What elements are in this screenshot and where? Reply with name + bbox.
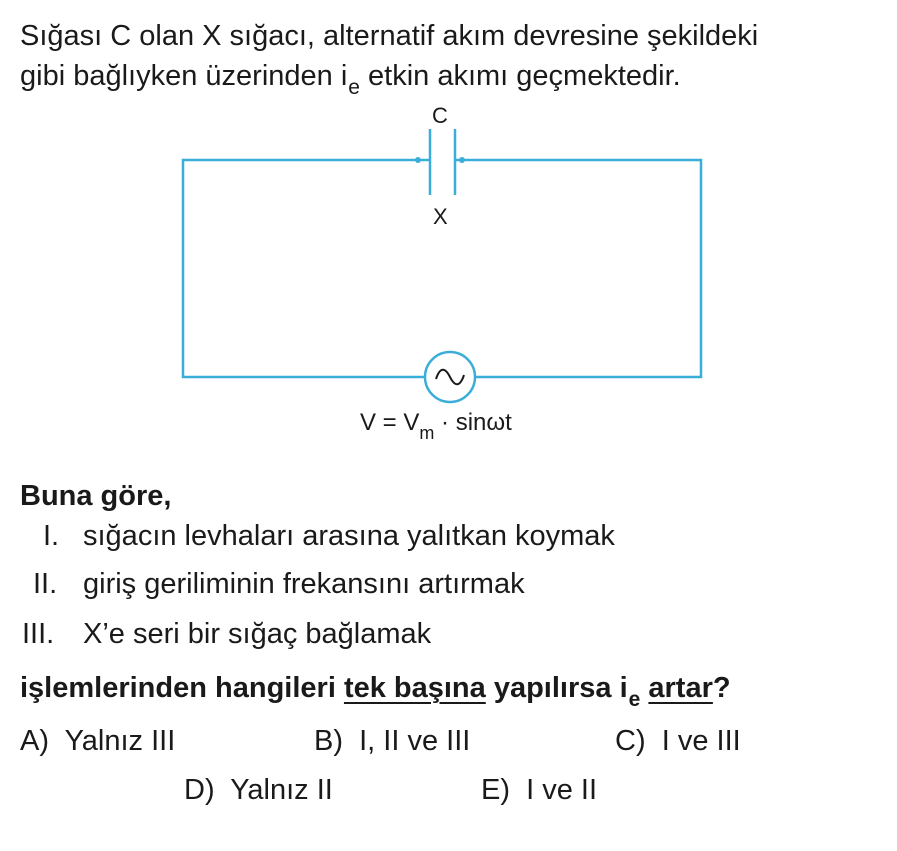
voltage-suffix: · sinωt	[434, 409, 512, 436]
intro-text-b: etkin akımı geçmektedir.	[359, 60, 681, 92]
question	[20, 672, 731, 711]
option-a[interactable]	[20, 725, 175, 758]
statement-1-text: sığacın levhaları arasına yalıtkan koymak	[83, 520, 615, 552]
question-emphasis-increase: artar	[648, 672, 713, 704]
question-mark: ?	[712, 672, 731, 704]
capacitor-name: X	[433, 204, 448, 229]
question-part-1: işlemlerinden hangileri	[20, 672, 344, 704]
option-c-text: I ve III	[661, 725, 741, 757]
prompt: Buna göre,	[20, 480, 172, 512]
intro-line-1: Sığası C olan X sığacı, alternatif akım devresine şekildeki	[20, 20, 759, 52]
voltage-prefix: V = V	[360, 409, 420, 436]
option-d-letter: D)	[184, 774, 215, 806]
statement-3-text: X’e seri bir sığaç bağlamak	[83, 618, 432, 650]
option-a-text: Yalnız III	[64, 725, 176, 757]
current-subscript: e	[348, 76, 360, 99]
capacitor-node-left	[415, 157, 421, 163]
statement-2-text: giriş geriliminin frekansını artırmak	[83, 568, 525, 600]
question-current-subscript: e	[628, 688, 641, 711]
question-part-3: yapılırsa i	[485, 672, 628, 704]
wire-top-right	[462, 160, 701, 377]
option-c-letter: C)	[615, 725, 646, 757]
capacitor-node-right	[459, 157, 465, 163]
statement-1-number: I.	[43, 520, 60, 552]
option-e[interactable]	[481, 774, 597, 807]
statement-2-number: II.	[33, 568, 58, 600]
option-d[interactable]	[184, 774, 333, 807]
intro-text-a: gibi bağlıyken üzerinden i	[20, 60, 348, 92]
wire-top-left	[183, 160, 424, 377]
statement-3-number: III.	[22, 618, 55, 650]
voltage-equation	[360, 409, 512, 443]
option-a-letter: A)	[20, 725, 49, 757]
ac-source-wave-icon	[436, 370, 464, 385]
option-d-text: Yalnız II	[230, 774, 333, 806]
option-e-text: I ve II	[526, 774, 598, 806]
option-b-letter: B)	[314, 725, 343, 757]
capacitor-label: C	[432, 103, 448, 128]
option-b-text: I, II ve III	[359, 725, 471, 757]
option-b[interactable]	[314, 725, 470, 758]
option-c[interactable]	[615, 725, 741, 758]
voltage-subscript: m	[419, 423, 435, 443]
option-e-letter: E)	[481, 774, 510, 806]
question-emphasis-alone: tek başına	[343, 672, 486, 704]
